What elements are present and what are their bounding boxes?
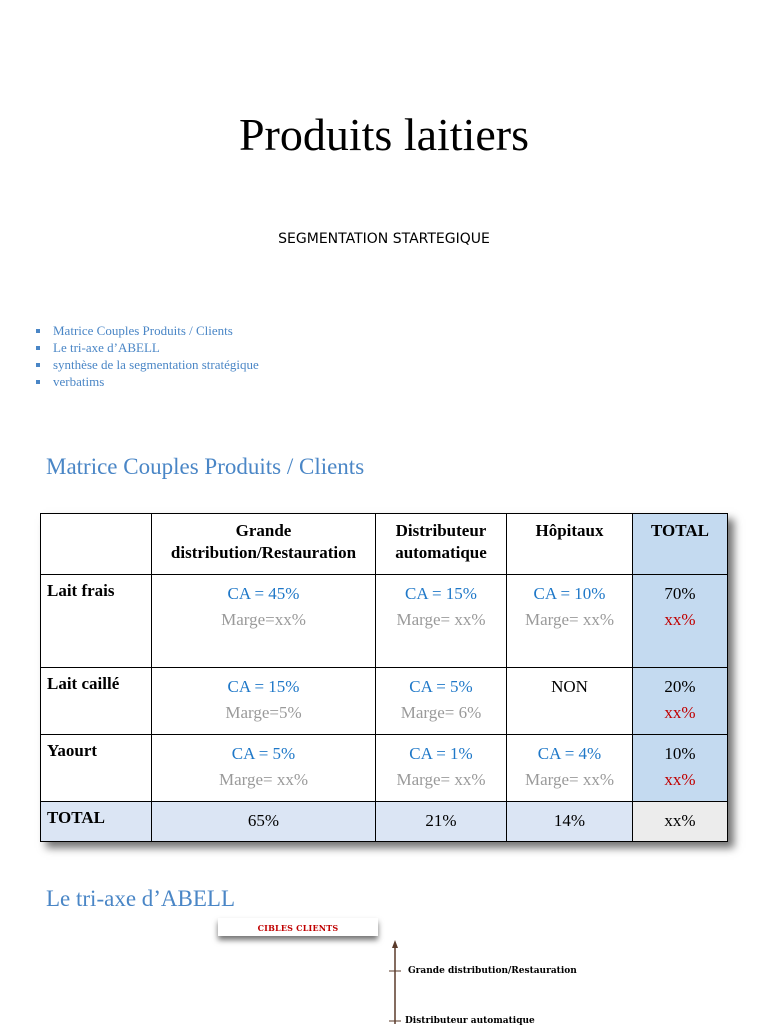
marge-value: Marge= xx%	[396, 770, 486, 789]
matrix-cell	[376, 735, 507, 802]
total-value: 21%	[376, 802, 507, 842]
toc-item[interactable]	[36, 356, 259, 373]
row-total-marge: xx%	[664, 703, 696, 722]
marge-value: Marge=5%	[225, 703, 302, 722]
row-total-marge: xx%	[664, 770, 696, 789]
page-subtitle: SEGMENTATION STARTEGIQUE	[278, 231, 490, 247]
ca-value: CA = 1%	[409, 744, 473, 763]
ca-value: CA = 4%	[537, 744, 602, 763]
total-value: 14%	[507, 802, 633, 842]
marge-value: Marge= xx%	[524, 610, 615, 629]
axis-arrow-icon	[392, 940, 398, 948]
toc-item-label: Matrice Couples Produits / Clients	[53, 323, 233, 338]
row-label: Lait caillé	[41, 668, 152, 735]
bullet-icon	[36, 329, 40, 333]
row-label: Yaourt	[41, 735, 152, 802]
marge-value: Marge= xx%	[396, 610, 486, 629]
ca-value: CA = 45%	[227, 584, 300, 603]
ca-value: CA = 5%	[409, 677, 473, 696]
row-total: 10%	[664, 744, 696, 763]
matrix-cell	[376, 668, 507, 735]
table-row	[41, 575, 728, 668]
ca-value: CA = 15%	[405, 584, 477, 603]
table-total-row	[41, 802, 728, 842]
row-total: 70%	[664, 584, 696, 603]
toc-item[interactable]	[36, 339, 259, 356]
column-header: Grande distribution/Restauration	[152, 514, 376, 575]
toc-item[interactable]	[36, 373, 259, 390]
ca-value: CA = 10%	[533, 584, 606, 603]
row-total: 20%	[664, 677, 696, 696]
bullet-icon	[36, 346, 40, 350]
toc-item-label: verbatims	[53, 374, 105, 389]
ca-value: CA = 5%	[231, 744, 296, 763]
matrix-cell	[507, 575, 633, 668]
total-row-label: TOTAL	[41, 802, 152, 842]
product-client-matrix	[40, 513, 728, 842]
section-heading-abell: Le tri-axe d’ABELL	[46, 886, 236, 911]
ca-value: NON	[551, 677, 588, 696]
page-title: Produits laitiers	[238, 109, 530, 160]
toc-item-label: Le tri-axe d’ABELL	[53, 340, 160, 355]
column-header: Distributeur automatique	[376, 514, 507, 575]
matrix-cell	[152, 575, 376, 668]
axis-item-label: Distributeur automatique	[405, 1016, 535, 1026]
marge-value: Marge=xx%	[221, 610, 306, 629]
matrix-cell	[152, 735, 376, 802]
total-value: 65%	[152, 802, 376, 842]
row-total-cell	[633, 735, 728, 802]
section-heading-matrix: Matrice Couples Produits / Clients	[46, 454, 365, 479]
column-header: TOTAL	[633, 514, 728, 575]
toc-item[interactable]	[36, 322, 259, 339]
marge-value: Marge= xx%	[524, 770, 615, 789]
total-value: xx%	[633, 802, 728, 842]
matrix-cell	[152, 668, 376, 735]
table-of-contents	[36, 322, 259, 390]
axis-item-label: Grande distribution/Restauration	[408, 966, 577, 976]
table-row	[41, 668, 728, 735]
marge-value: Marge= 6%	[400, 703, 482, 722]
matrix-cell	[376, 575, 507, 668]
header-corner	[41, 514, 152, 575]
bullet-icon	[36, 363, 40, 367]
row-label: Lait frais	[41, 575, 152, 668]
table-header-row	[41, 514, 728, 575]
row-total-cell	[633, 668, 728, 735]
marge-value: Marge= xx%	[218, 770, 309, 789]
cibles-clients-box	[218, 918, 378, 936]
bullet-icon	[36, 380, 40, 384]
row-total-marge: xx%	[664, 610, 696, 629]
matrix-cell	[507, 668, 633, 735]
row-total-cell	[633, 575, 728, 668]
column-header: Hôpitaux	[507, 514, 633, 575]
axis-title: CIBLES CLIENTS	[257, 923, 339, 933]
matrix-cell	[507, 735, 633, 802]
table-row	[41, 735, 728, 802]
ca-value: CA = 15%	[227, 677, 300, 696]
toc-item-label: synthèse de la segmentation stratégique	[53, 357, 259, 372]
